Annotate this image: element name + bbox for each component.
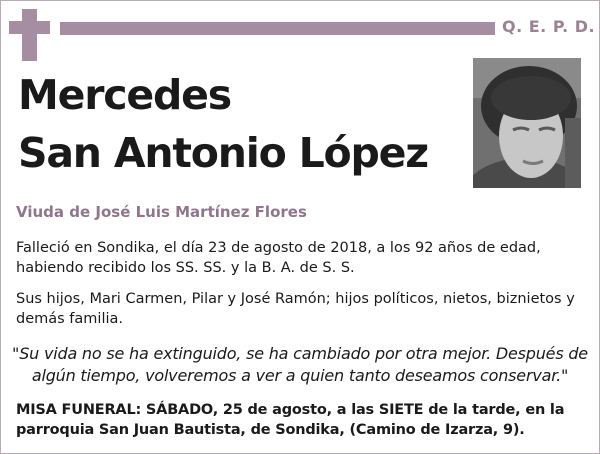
header-rule [60,22,495,35]
qepd-label: Q. E. P. D. [502,17,596,36]
death-notice: Falleció en Sondika, el día 23 de agosto de 2018, a los 92 años de edad, habiendo recibido los SS. SS. y la B. A. de S. S. [16,240,541,276]
deceased-name [18,66,428,182]
name-line-1: Mercedes [18,71,231,119]
family-notice: Sus hijos, Mari Carmen, Pilar y José Ramón; hijos políticos, nietos, biznietos y demás familia. [16,291,575,327]
funeral-mass-notice: MISA FUNERAL: SÁBADO, 25 de agosto, a las SIETE de la tarde, en la parroquia San Juan Bautista, de Sondika, (Camino de Izarza, 9). [16,402,565,438]
portrait-photo [473,58,581,188]
widow-of: Viuda de José Luis Martínez Flores [16,203,307,221]
name-line-2: San Antonio López [18,129,428,177]
memorial-quote: "Su vida no se ha extinguido, se ha cambiado por otra mejor. Después de algún tiempo, volveremos a ver a quien tanto deseamos conservar." [12,344,588,385]
